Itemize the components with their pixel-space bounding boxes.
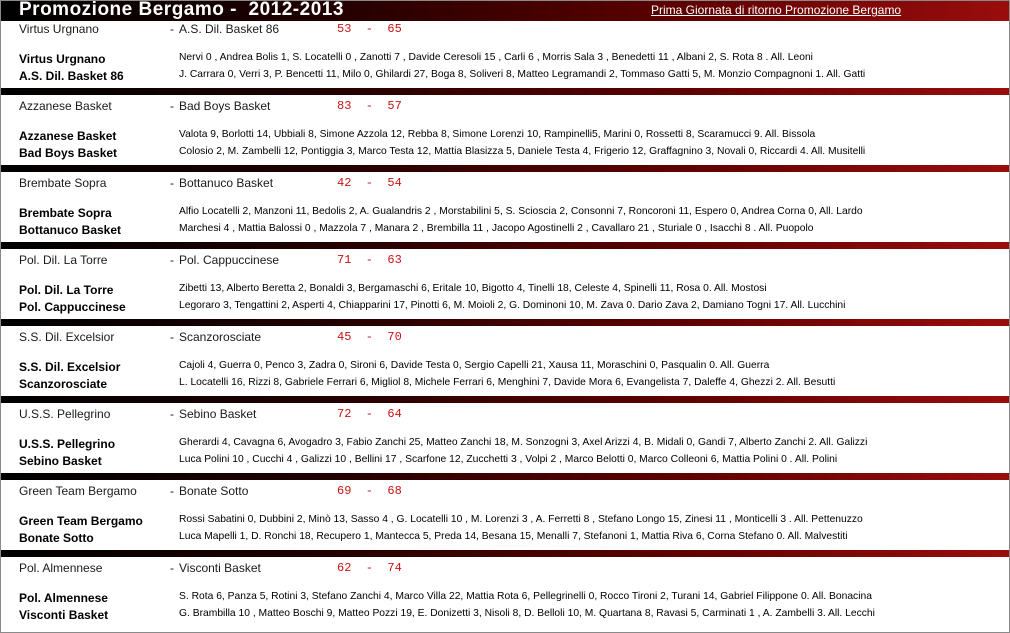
home-players: Zibetti 13, Alberto Beretta 2, Bonaldi 3, Bergamaschi 6, Eritale 10, Bigotto 4, Tinelli 18, Celeste 4, Spinelli 11, Rosa 0. All. Mostosi	[179, 283, 767, 294]
away-team-label: Bad Boys Basket	[19, 146, 118, 160]
team-separator: -	[170, 22, 174, 36]
separator-bar	[1, 550, 1009, 557]
team-separator: -	[170, 484, 174, 498]
home-players: Cajoli 4, Guerra 0, Penco 3, Zadra 0, Sironi 6, Davide Testa 0, Sergio Capelli 21, Xausa 11, Moraschini 0, Pasqualin 0. All. Guerra	[179, 360, 770, 371]
home-team-label: Virtus Urgnano	[19, 52, 106, 66]
home-team: Virtus Urgnano	[19, 22, 99, 36]
score: 53 - 65	[337, 22, 402, 36]
home-team-label: Pol. Almennese	[19, 591, 108, 605]
separator-bar	[1, 396, 1009, 403]
game-block	[1, 406, 1009, 483]
away-team: A.S. Dil. Basket 86	[179, 22, 280, 36]
away-players: Luca Polini 10 , Cucchi 4 , Galizzi 10 , Bellini 17 , Scarfone 12, Zucchetti 3 , Volpi 2 , Marco Belotti 0, Marco Colleoni 6, Mattia Polini 0 . All. Polini	[179, 454, 838, 465]
score: 71 - 63	[337, 253, 402, 267]
result-row	[1, 21, 1009, 37]
game-block	[1, 252, 1009, 329]
home-players: Alfio Locatelli 2, Manzoni 11, Bedolis 2, A. Gualandris 2 , Morstabilini 5, S. Scioscia 2, Consonni 7, Roncoroni 11, Espero 0, Andrea Corna 0, All. Lardo	[179, 206, 863, 217]
score: 72 - 64	[337, 407, 402, 421]
away-players: L. Locatelli 16, Rizzi 8, Gabriele Ferrari 6, Migliol 8, Michele Ferrari 6, Menghini 7, Davide Mora 6, Evangelista 7, Daleffe 4, Ghezzi 2. All. Besutti	[179, 377, 836, 388]
home-team-label: Green Team Bergamo	[19, 514, 143, 528]
round-link[interactable]: Prima Giornata di ritorno Promozione Bergamo	[651, 3, 902, 17]
score: 62 - 74	[337, 561, 402, 575]
result-row	[1, 329, 1009, 345]
separator-bar	[1, 242, 1009, 249]
home-players: Rossi Sabatini 0, Dubbini 2, Minò 13, Sasso 4 , G. Locatelli 10 , M. Lorenzi 3 , A. Ferretti 8 , Stefano Longo 15, Zinesi 11 , Monticelli 3 . All. Pettenuzzo	[179, 514, 863, 525]
team-separator: -	[170, 99, 174, 113]
separator-bar	[1, 165, 1009, 172]
game-block	[1, 98, 1009, 175]
result-row	[1, 406, 1009, 422]
away-team: Pol. Cappuccinese	[179, 253, 280, 267]
away-players: G. Brambilla 10 , Matteo Boschi 9, Matteo Pozzi 19, E. Donizetti 3, Nisoli 8, D. Belloli 10, M. Quartana 8, Ravasi 5, Carminati 1 , A. Zambelli 3. All. Lecchi	[179, 608, 875, 619]
home-players: Gherardi 4, Cavagna 6, Avogadro 3, Fabio Zanchi 25, Matteo Zanchi 18, M. Sonzogni 3, Axel Arizzi 4, B. Midali 0, Gandi 7, Alberto Zanchi 2. All. Galizzi	[179, 437, 868, 448]
away-team-label: Pol. Cappuccinese	[19, 300, 126, 314]
away-team: Sebino Basket	[179, 407, 257, 421]
home-players: Nervi 0 , Andrea Bolis 1, S. Locatelli 0 , Zanotti 7 , Davide Ceresoli 15 , Carli 6 , Morris Sala 3 , Benedetti 11 , Albani 2, S. Rota 8 . All. Leoni	[179, 52, 813, 63]
score: 42 - 54	[337, 176, 402, 190]
result-row	[1, 483, 1009, 499]
away-team: Bad Boys Basket	[179, 99, 271, 113]
home-team: Pol. Dil. La Torre	[19, 253, 108, 267]
home-players: S. Rota 6, Panza 5, Rotini 3, Stefano Zanchi 4, Marco Villa 22, Mattia Rota 6, Pellegrinelli 0, Rocco Tironi 2, Turani 14, Gabriel Filippone 0. All. Bonacina	[179, 591, 872, 602]
result-row	[1, 175, 1009, 191]
home-team: Pol. Almennese	[19, 561, 103, 575]
away-players: Marchesi 4 , Mattia Balossi 0 , Mazzola 7 , Manara 2 , Brembilla 11 , Jacopo Agostinelli 2 , Cavallaro 21 , Sturiale 0 , Isacchi 8 . All. Puopolo	[179, 223, 814, 234]
away-team: Scanzorosciate	[179, 330, 262, 344]
team-separator: -	[170, 330, 174, 344]
away-players: Legoraro 3, Tengattini 2, Asperti 4, Chiapparini 17, Pinotti 6, M. Moioli 2, G. Dominoni 10, M. Zava 0. Dario Zava 2, Damiano Togni 17. All. Lucchini	[179, 300, 846, 311]
team-separator: -	[170, 176, 174, 190]
home-team: Brembate Sopra	[19, 176, 107, 190]
game-block	[1, 560, 1009, 633]
separator-bar	[1, 88, 1009, 95]
home-team: Azzanese Basket	[19, 99, 112, 113]
result-row	[1, 252, 1009, 268]
home-team-label: U.S.S. Pellegrino	[19, 437, 116, 451]
page-title: Promozione Bergamo - 2012-2013	[19, 0, 344, 20]
away-team: Visconti Basket	[179, 561, 261, 575]
home-team: Green Team Bergamo	[19, 484, 137, 498]
away-team-label: Sebino Basket	[19, 454, 102, 468]
away-team-label: Visconti Basket	[19, 608, 109, 622]
game-block	[1, 175, 1009, 252]
home-team: U.S.S. Pellegrino	[19, 407, 111, 421]
away-team: Bottanuco Basket	[179, 176, 274, 190]
team-separator: -	[170, 407, 174, 421]
team-separator: -	[170, 561, 174, 575]
separator-bar	[1, 319, 1009, 326]
result-row	[1, 98, 1009, 114]
away-team-label: A.S. Dil. Basket 86	[19, 69, 124, 83]
away-team-label: Bottanuco Basket	[19, 223, 122, 237]
score: 45 - 70	[337, 330, 402, 344]
away-team-label: Scanzorosciate	[19, 377, 108, 391]
away-players: Luca Mapelli 1, D. Ronchi 18, Recupero 1, Mantecca 5, Preda 14, Besana 15, Menalli 7, Stefanoni 1, Mattia Riva 6, Corna Stefano 0. All. Malvestiti	[179, 531, 848, 542]
home-team-label: Pol. Dil. La Torre	[19, 283, 114, 297]
game-block	[1, 483, 1009, 560]
away-players: J. Carrara 0, Verri 3, P. Bencetti 11, Milo 0, Ghilardi 27, Boga 8, Soliveri 8, Matteo Legramandi 2, Tommaso Gatti 5, M. Monzio Compagnoni 1. All. Gatti	[179, 69, 866, 80]
away-players: Colosio 2, M. Zambelli 12, Pontiggia 3, Marco Testa 12, Mattia Blasizza 5, Daniele Testa 4, Frigerio 12, Graffagnino 3, Novali 0, Riccardi 4. All. Musitelli	[179, 146, 866, 157]
page-header	[1, 1, 1009, 21]
home-team-label: Brembate Sopra	[19, 206, 112, 220]
result-row	[1, 560, 1009, 576]
home-team-label: S.S. Dil. Excelsior	[19, 360, 121, 374]
game-block	[1, 329, 1009, 406]
home-players: Valota 9, Borlotti 14, Ubbiali 8, Simone Azzola 12, Rebba 8, Simone Lorenzi 10, Rampinelli5, Marini 0, Rossetti 8, Scaramucci 9. All. Bissola	[179, 129, 816, 140]
away-team-label: Bonate Sotto	[19, 531, 94, 545]
score: 69 - 68	[337, 484, 402, 498]
home-team: S.S. Dil. Excelsior	[19, 330, 115, 344]
home-team-label: Azzanese Basket	[19, 129, 117, 143]
away-team: Bonate Sotto	[179, 484, 249, 498]
team-separator: -	[170, 253, 174, 267]
score: 83 - 57	[337, 99, 402, 113]
game-block	[1, 21, 1009, 98]
separator-bar	[1, 473, 1009, 480]
